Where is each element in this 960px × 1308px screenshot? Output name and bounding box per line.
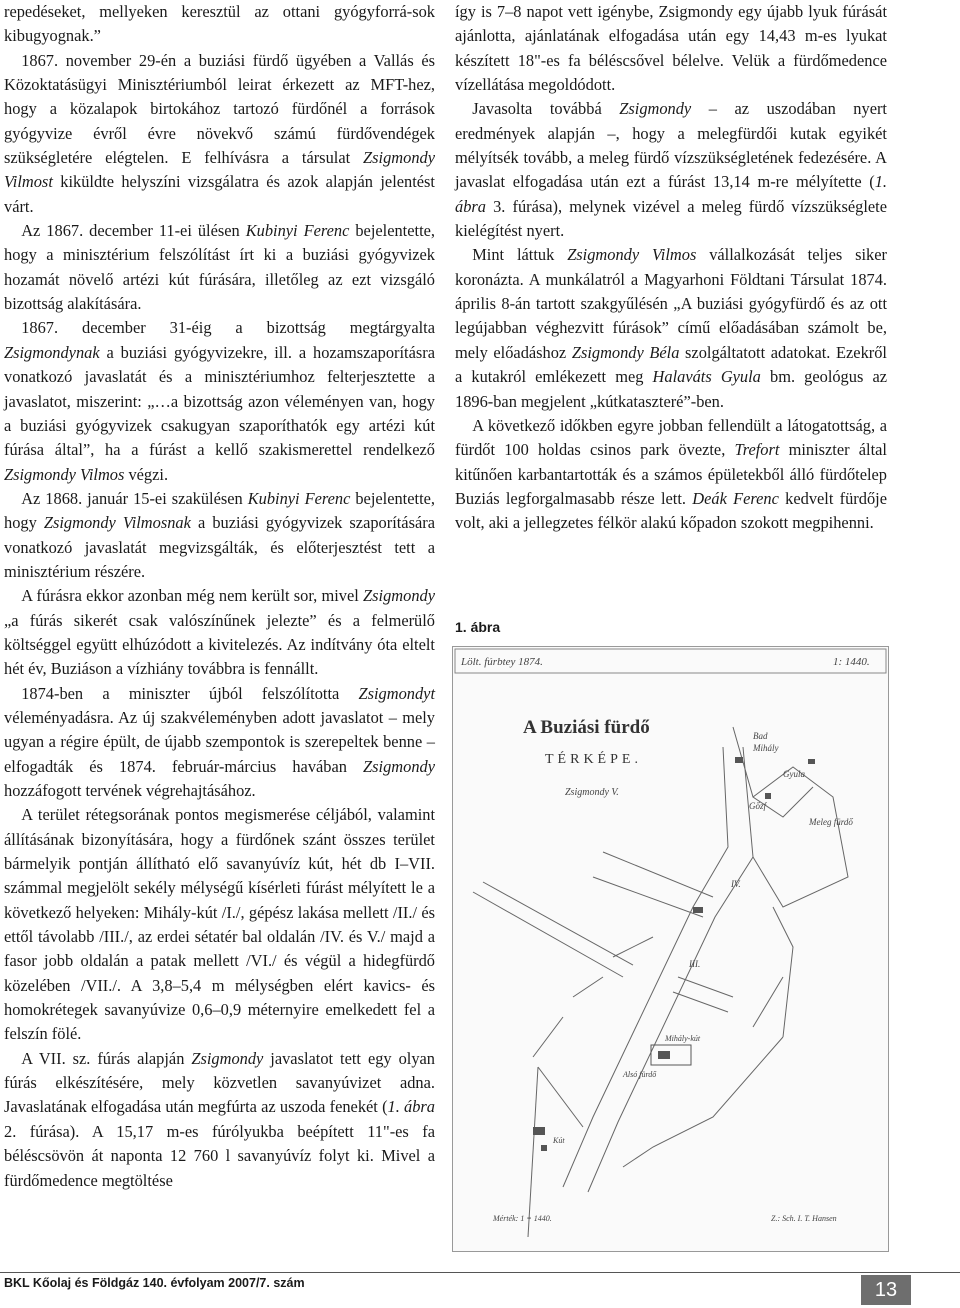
emphasis-text: Zsigmondy bbox=[619, 99, 692, 119]
text-run: bejelentette, hogy a minisztérium felszólítást írt ki a buziási gyógyvizek hozamát növelő artézi kút fúrására, illetőleg az ezt vizsgáló bizottság alakítására. bbox=[4, 221, 435, 314]
emphasis-text: Zsigmondyt bbox=[358, 683, 435, 703]
text-run: 3. fúrása), melynek vizével a meleg fürdő vízszükséglete kielégítést nyert. bbox=[455, 196, 887, 241]
paragraph bbox=[455, 414, 887, 536]
map-label-mihaly-kut: Mihály-kút bbox=[665, 1034, 701, 1043]
paragraph bbox=[4, 803, 435, 1046]
text-run: 1867. december 31-éig a bizottság megtárgyalta bbox=[21, 318, 435, 338]
map-label-kut: Kút bbox=[553, 1136, 565, 1145]
text-run: A fúrásra ekkor azonban még nem került sor, mivel bbox=[21, 586, 364, 606]
emphasis-text: Kubinyi Ferenc bbox=[245, 221, 350, 241]
map-label-iv: IV. bbox=[731, 879, 741, 889]
map-header-right: 1: 1440. bbox=[833, 656, 870, 668]
emphasis-text: Zsigmondy bbox=[363, 756, 435, 776]
map-label-gyula: Gyula bbox=[783, 769, 805, 779]
text-run: A terület rétegsorának pontos megismerése céljából, valamint állításának bizonyítására, hogy a fürdőnek szánt összes terület bármelyik pontján állítható elő savanyúvíz kút, hét db I–VII. számmal megjelölt sekély mélységű kísérleti fúrást mélyített le a következő helyeken: Mihály-kút /I./, gépész lakása mellett /II./ és ettől távolabb /III./, az erdei sétatér bal oldalán /IV. és V./ majd a fasor jobb oldalán a patak mellett /VI./ és végül a hidegfürdő közelében /VII./. A 3,8–5,4 m mélységben elért kavics- és homokrétegek savanyúvize 0,6–0,9 méternyire emelkedett fel a felszín fölé. bbox=[4, 805, 435, 1044]
text-run: a buziási gyógyvizekre, ill. a hozamszaporításra vonatkozó javaslatát és a minisztériumhoz felterjesztette a javaslatot, miszerint: „…a bizottság azon véleményen van, hogy a buziási gyógyvizek csakugyan szaporíthatók egy artézi kút fúrása által”, ha a fúrást a kellő szakismerettel rendelkező bbox=[4, 342, 435, 460]
paragraph bbox=[4, 219, 435, 316]
footer-journal: BKL Kőolaj és Földgáz 140. évfolyam 2007/7. szám bbox=[4, 1276, 305, 1290]
map-footer-right: Z.: Sch. I. T. Hansen bbox=[771, 1214, 837, 1223]
paragraph bbox=[4, 682, 435, 804]
map-label-iii: III. bbox=[689, 959, 701, 969]
text-run: – az uszodában nyert eredmények alapján –, hogy a melegfürdői kutak egyikét mélyítsék tovább, a meleg fürdő vízszükségletének fedezésére. A javaslat elfogadása után ezt a fúrást 13,14 m-re mélyítette ( bbox=[455, 99, 887, 192]
map-label-mihaly: Mihály bbox=[753, 743, 779, 753]
text-run: 1867. november 29-én a buziási fürdő ügyében a Vallás és Közoktatásügyi Minisztériumból leirat érkezett az MFT-hez, hogy a közalapok birtokához tartozó fürdőnél a források gyógyvize évről évre növekvő számú fürdővendégek szükségletére elégtelen. E felhívásra a társulat bbox=[4, 50, 435, 168]
emphasis-text: Zsigmondy Béla bbox=[571, 342, 680, 362]
footer-rule bbox=[0, 1272, 960, 1273]
paragraph bbox=[455, 97, 887, 243]
paragraph bbox=[455, 243, 887, 413]
map-subtitle: TÉRKÉPE. bbox=[545, 752, 642, 767]
text-run: bejelentette, hogy bbox=[4, 488, 435, 533]
paragraph bbox=[455, 0, 887, 97]
emphasis-text: 1. ábra bbox=[455, 172, 887, 216]
text-run: Mint láttuk bbox=[472, 245, 568, 265]
emphasis-text: Trefort bbox=[734, 440, 780, 460]
text-run: A VII. sz. fúrás alapján bbox=[21, 1048, 192, 1068]
emphasis-text: Deák Ferenc bbox=[692, 488, 779, 508]
map-label-also: Alsó fürdő bbox=[623, 1070, 657, 1079]
text-run: a buziási gyógyvizek szaporítására vonatkozó javaslatát megvizsgálták, és előterjesztést tett a minisztérium részére. bbox=[4, 513, 435, 581]
emphasis-text: Kubinyi Ferenc bbox=[247, 488, 351, 508]
emphasis-text: Zsigmondy Vilmosnak bbox=[43, 513, 191, 533]
emphasis-text: Zsigmondy bbox=[363, 586, 435, 606]
emphasis-text: Halaváts Gyula bbox=[652, 367, 761, 387]
text-run: véleményadásra. Az új szakvéleményben adott javaslatot – mely ugyan a régire épült, de újabb szempontok is szerepeltek benne – elfogadták és 1874. február-március havában bbox=[4, 707, 435, 776]
text-run: hozzáfogott tervének végrehajtásához. bbox=[4, 781, 256, 800]
paragraph bbox=[4, 316, 435, 486]
map-label-gozf: Gőzf bbox=[749, 801, 767, 811]
paragraph bbox=[4, 1047, 435, 1193]
text-run: végzi. bbox=[124, 464, 169, 484]
text-run: miniszter által kitűnően karbantartották és a számos épületekből álló fürdőtelep Buziás legforgalmasabb része lett. bbox=[455, 440, 887, 508]
text-run: javaslatot tett egy olyan fúrás elkészítésére, mely közvetlen savanyúvizet adna. Javaslatának elfogadása után megfúrta az uszoda fenekét ( bbox=[4, 1048, 435, 1117]
emphasis-text: Zsigmondy Vilmos bbox=[4, 464, 125, 484]
text-run: így is 7–8 napot vett igénybe, Zsigmondy egy újabb lyuk fúrását ajánlotta, ajánlatának elfogadása után egy 14,43 m-es lyukat készített 18"-es fa béléscsővel bélelve. Velük a fürdőmedence vízellátása megoldódott. bbox=[455, 2, 887, 95]
text-run: Javasolta továbbá bbox=[472, 99, 620, 119]
map-title: A Buziási fürdő bbox=[523, 717, 650, 738]
text-run: szolgáltatott adatokat. Ezekről a kutakról emlékezett meg bbox=[455, 342, 887, 387]
map-label-meleg: Meleg fürdő bbox=[809, 817, 853, 827]
text-run: Az 1868. január 15-ei szakülésen bbox=[21, 488, 248, 508]
text-run: vállalkozását teljes siker koronázta. A munkálatról a Magyarhoni Földtani Társulat 1874. április 8-án tartott szakgyűlésén „A buziási gyógyfürdő és az ott legújabban véghezvitt fúrások” című előadásában számolt be, mely előadáshoz bbox=[455, 245, 887, 362]
text-run: 2. fúrása). A 15,17 m-es fúrólyukba beépített 11"-es fa béléscsövön át naponta 12 760 l savanyúvíz folyt ki. Mivel a fürdőmedence megtöltése bbox=[4, 1121, 435, 1190]
text-run: kiküldte helyszíni vizsgálatra és azok alapján jelentést várt. bbox=[4, 172, 435, 216]
map-header-left: Lölt. fúrbtey 1874. bbox=[461, 656, 543, 668]
emphasis-text: Zsigmondynak bbox=[4, 342, 100, 362]
map-label-bad: Bad bbox=[753, 731, 768, 741]
emphasis-text: Zsigmondy Vilmos bbox=[567, 245, 697, 265]
figure-map bbox=[452, 646, 889, 1252]
text-run: „a fúrás sikerét csak valószínűnek jelezte” és a felmerülő költséggel együtt elhúzódott a kivitelezés. Az indítvány óta eltelt hét év, Buziáson a vízhiány továbbra is fennállt. bbox=[4, 610, 435, 679]
map-footer-left: Mérték: 1 = 1440. bbox=[493, 1214, 552, 1223]
figure-label: 1. ábra bbox=[455, 619, 501, 635]
emphasis-text: Zsigmondy bbox=[191, 1048, 264, 1068]
right-column bbox=[455, 0, 887, 536]
paragraph bbox=[4, 49, 435, 219]
paragraph bbox=[4, 487, 435, 584]
paragraph bbox=[4, 0, 435, 49]
left-column bbox=[4, 0, 435, 1193]
map-author: Zsigmondy V. bbox=[565, 787, 619, 798]
text-run: repedéseket, mellyeken keresztül az ottani gyógyforrá-sok kibugyognak.” bbox=[4, 2, 435, 46]
emphasis-text: Zsigmondy Vilmost bbox=[4, 148, 435, 192]
emphasis-text: 1. ábra bbox=[387, 1097, 436, 1117]
text-run: bm. geológus az 1896-ban megjelent „kútkataszteré”-ben. bbox=[455, 367, 887, 411]
text-run: Az 1867. december 11-ei ülésen bbox=[21, 221, 246, 241]
text-run: kedvelt fürdője volt, aki a jellegzetes félkör alakú kőpadon szokott megpihenni. bbox=[455, 488, 887, 533]
text-run: A következő időkben egyre jobban fellendült a látogatottság, a fürdőt 100 holdas csinos park övezte, bbox=[455, 415, 887, 460]
paragraph bbox=[4, 584, 435, 681]
map-drawing bbox=[453, 647, 888, 1251]
text-run: 1874-ben a miniszter újból felszólította bbox=[21, 683, 359, 703]
page-number: 13 bbox=[861, 1275, 911, 1305]
